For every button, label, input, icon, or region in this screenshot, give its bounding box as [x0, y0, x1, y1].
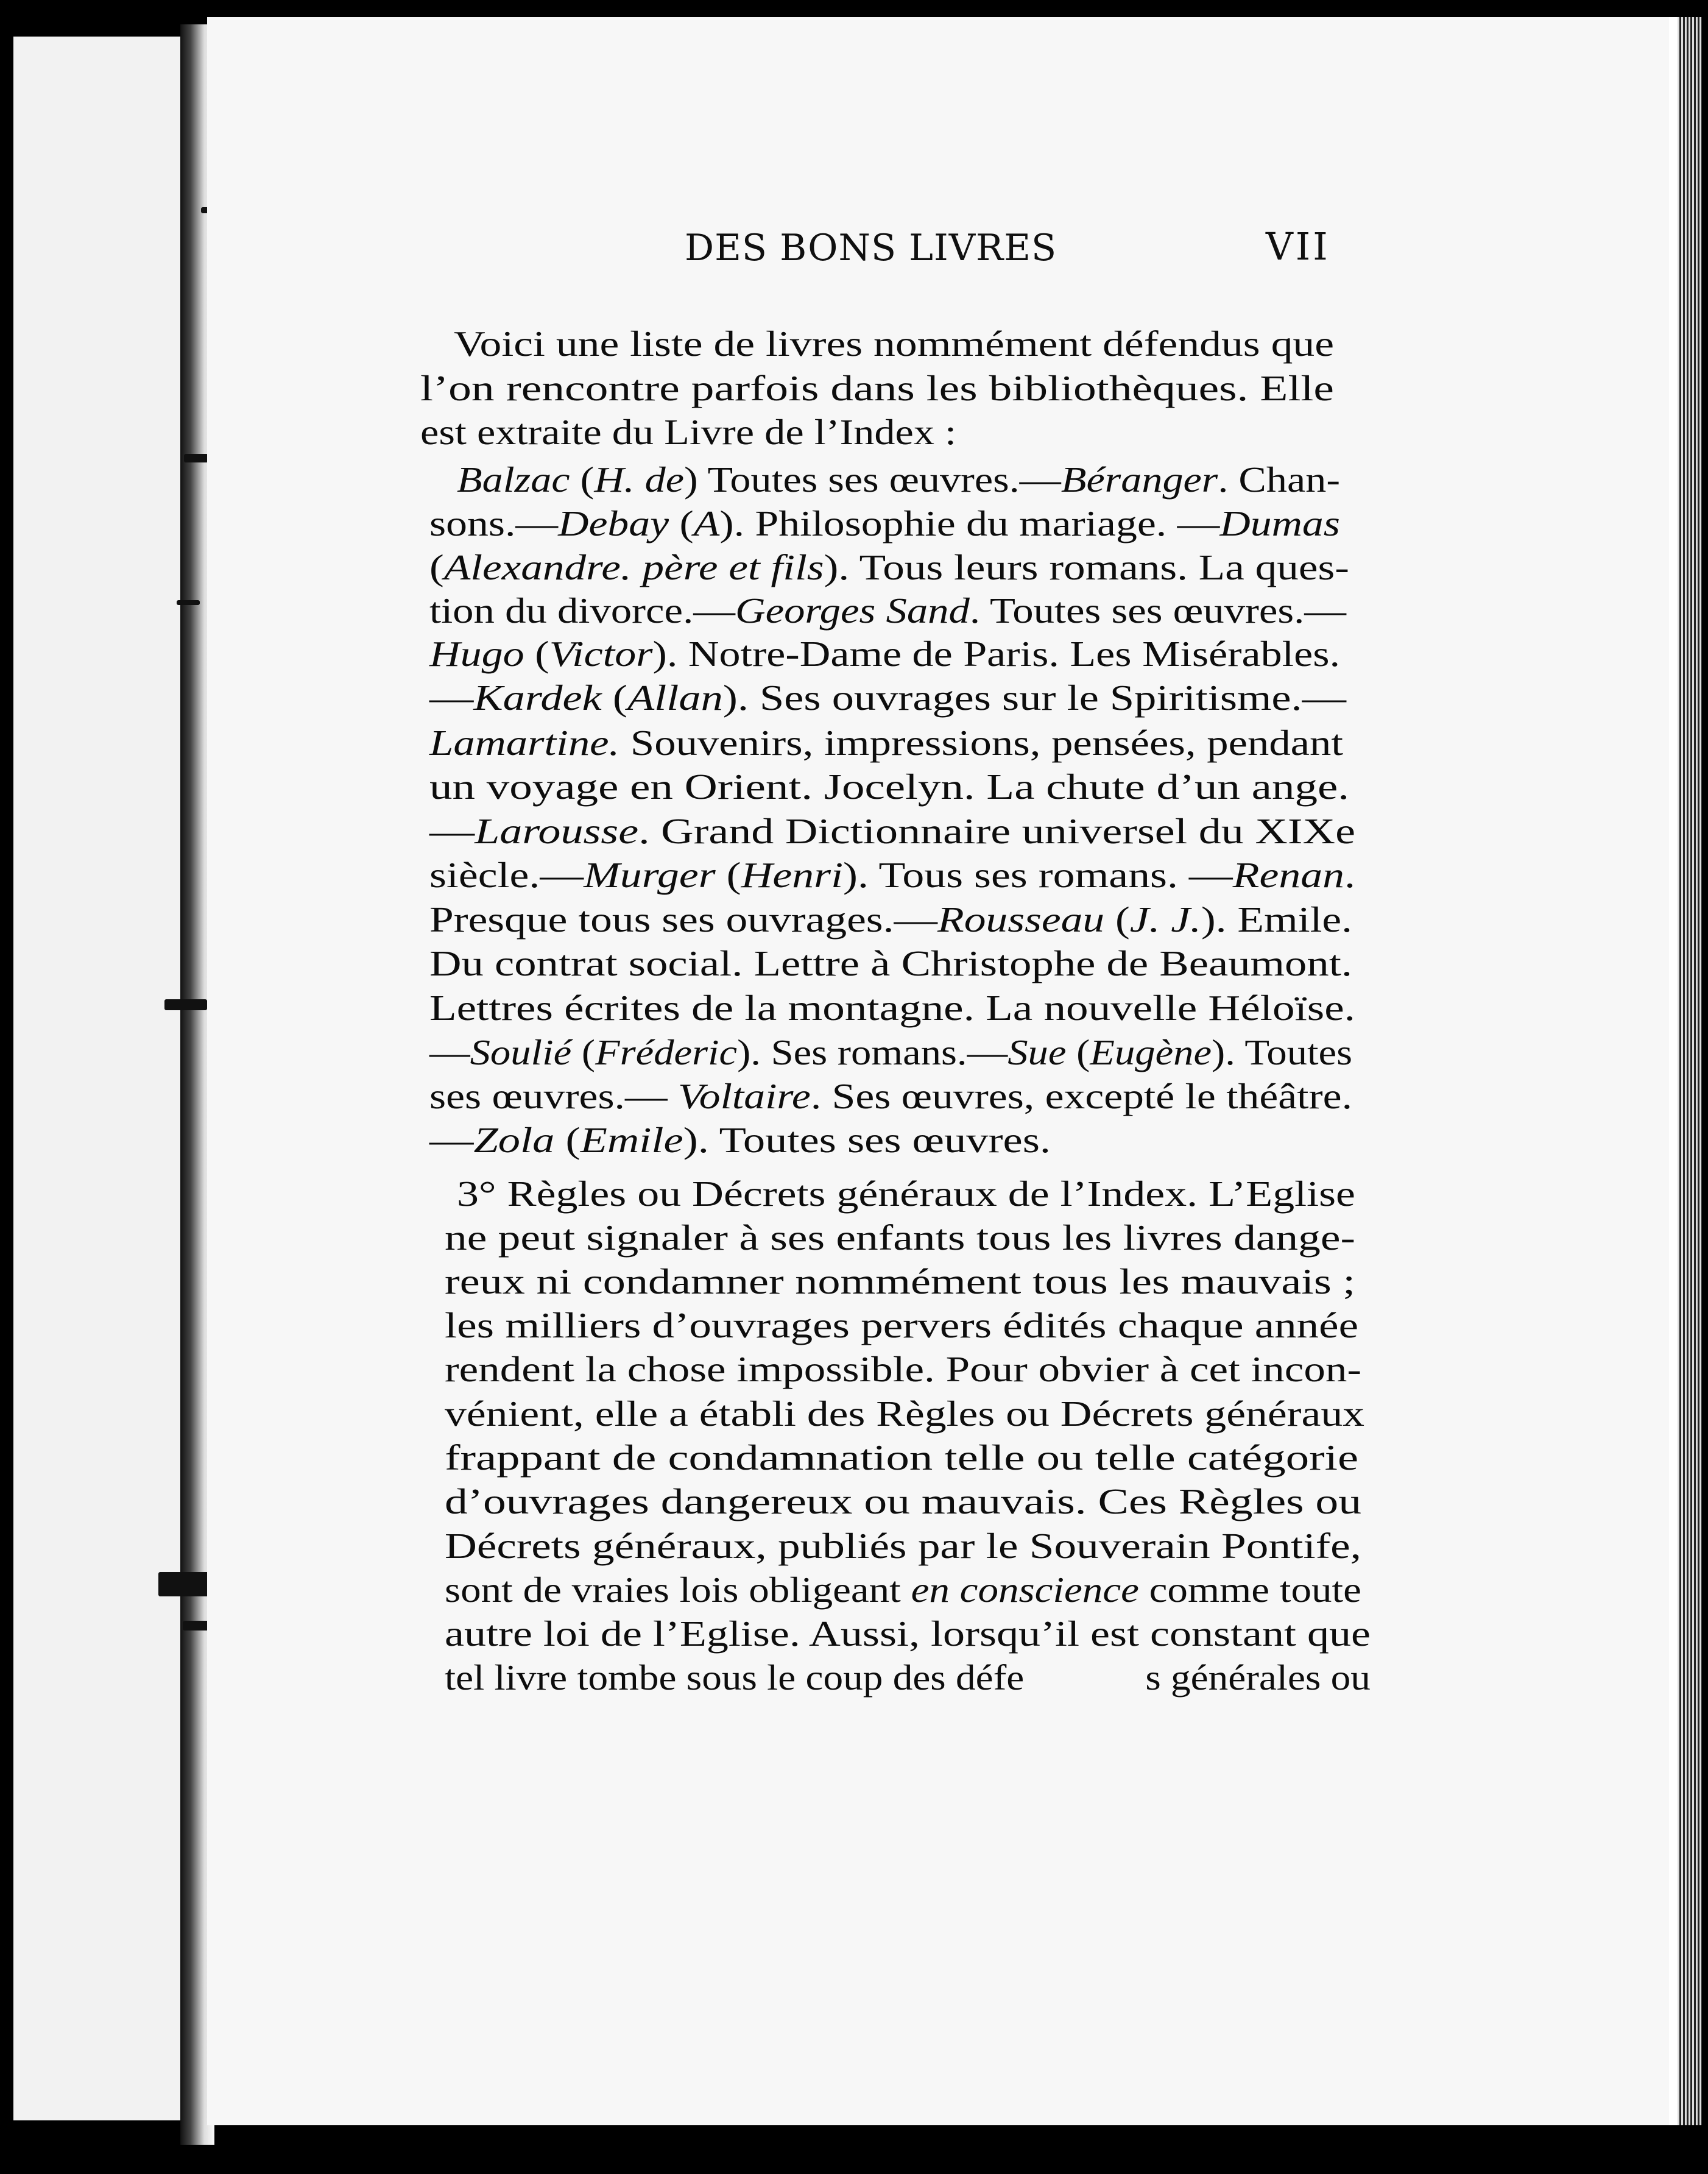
- italic-text: Henri: [741, 855, 844, 895]
- text-run: tion du divorce.—: [429, 590, 735, 631]
- text-run: s générales ou: [1145, 1657, 1371, 1698]
- text-line: [429, 1078, 1352, 1114]
- text-line: [429, 769, 1349, 805]
- text-line: [445, 1393, 1365, 1434]
- text-run: reux ni condamner nommément tous les mauvais ;: [445, 1261, 1356, 1301]
- italic-text: Emile: [580, 1120, 683, 1160]
- italic-text: Soulié: [470, 1032, 572, 1072]
- text-run: Souvenirs, impressions, pensées, pendant: [619, 723, 1344, 763]
- binding-shadow: [0, 37, 13, 2120]
- text-line: [429, 725, 1343, 761]
- text-run: ). Ses ouvrages sur le Spiritisme.—: [722, 678, 1346, 718]
- text-run: ). Toutes ses œuvres.: [683, 1120, 1051, 1160]
- text-run: ). Toutes: [1212, 1032, 1353, 1072]
- italic-text: Sue: [1008, 1032, 1067, 1072]
- ink-speck: [164, 999, 207, 1010]
- text-run: autre loi de l’Eglise. Aussi, lorsqu’il est constant que: [445, 1613, 1371, 1654]
- text-run: ) Toutes ses œuvres.—: [683, 459, 1061, 500]
- italic-text: A: [693, 503, 720, 544]
- text-line: [445, 1572, 1361, 1608]
- text-run: comme toute: [1138, 1570, 1361, 1610]
- text-run: ). Tous ses romans. —: [843, 855, 1233, 895]
- text-line: [445, 1528, 1361, 1564]
- text-line: [429, 1032, 1353, 1072]
- text-line: [429, 590, 1347, 631]
- text-run: vénient, elle a établi des Règles ou Décrets généraux: [445, 1393, 1365, 1434]
- text-run: ses œuvres.—: [429, 1076, 678, 1116]
- text-run: Presque tous ses ouvrages.—: [429, 899, 938, 940]
- text-line: [445, 1613, 1371, 1654]
- text-run: Décrets généraux, publiés par le Souverain Pontife,: [445, 1526, 1361, 1566]
- italic-text: Georges Sand: [735, 590, 970, 631]
- page-stack-edge: [1678, 17, 1702, 2125]
- text-run: ). Notre-Dame de Paris. Les Misérables.: [652, 634, 1341, 674]
- text-line: [454, 326, 1334, 362]
- text-run: l’on rencontre parfois dans les bibliothèques. Elle: [420, 368, 1334, 408]
- text-line: [445, 1261, 1356, 1301]
- text-run: sons.—: [429, 503, 559, 544]
- facing-page-edge: [0, 37, 186, 2120]
- text-run: (: [571, 1032, 596, 1072]
- text-run: (: [1066, 1032, 1090, 1072]
- text-run: frappant de condamnation telle ou telle catégorie: [445, 1437, 1359, 1478]
- text-run: . Toutes ses œuvres.—: [969, 590, 1347, 631]
- ink-speck: [177, 600, 200, 605]
- italic-text: J. J.: [1129, 899, 1201, 940]
- text-run: (: [554, 1120, 581, 1160]
- text-run: ). Philosophie du mariage. —: [719, 503, 1220, 544]
- italic-text: Kardek: [473, 678, 602, 718]
- text-run: —: [429, 811, 475, 851]
- ink-speck: [184, 454, 208, 462]
- italic-text: Béranger: [1060, 459, 1218, 500]
- text-line: [429, 899, 1353, 940]
- text-run: —: [429, 1120, 474, 1160]
- text-run: . Ses œuvres, excepté le théâtre.: [810, 1076, 1352, 1116]
- text-line: [429, 1122, 1051, 1158]
- text-line: [429, 547, 1349, 587]
- text-run: 3° Règles ou Décrets généraux de l’Index. L’Eglise: [457, 1174, 1355, 1214]
- text-run: Lettres écrites de la montagne. La nouvelle Héloïse.: [429, 988, 1355, 1028]
- italic-text: Lamartine.: [429, 723, 620, 763]
- text-run: un voyage en Orient. Jocelyn. La chute d’un ange.: [429, 767, 1350, 807]
- italic-text: Voltaire: [677, 1076, 811, 1116]
- text-line: [457, 1176, 1355, 1212]
- text-run: (: [669, 503, 694, 544]
- italic-text: Debay: [558, 503, 669, 544]
- text-line: [457, 459, 1341, 500]
- text-line: [420, 414, 956, 450]
- text-line: [445, 1217, 1355, 1258]
- italic-text: Fréderic: [595, 1032, 738, 1072]
- text-line: [445, 1657, 1371, 1698]
- italic-text: Alexandre. père et fils: [443, 547, 824, 587]
- text-run: les milliers d’ouvrages pervers édités chaque année: [445, 1305, 1358, 1345]
- text-run: ). Ses romans.—: [737, 1032, 1008, 1072]
- italic-text: Hugo: [429, 634, 524, 674]
- text-line: [445, 1481, 1362, 1521]
- text-run: . Chan-: [1218, 459, 1341, 500]
- text-run: —: [429, 678, 474, 718]
- text-run: (: [429, 547, 444, 587]
- text-line: [429, 943, 1353, 983]
- italic-text: H. de: [594, 459, 684, 500]
- italic-text: Allan: [627, 678, 723, 718]
- text-run: —: [429, 1032, 470, 1072]
- text-line: [429, 680, 1346, 716]
- text-run: (: [570, 459, 595, 500]
- italic-text: Larousse: [475, 811, 639, 851]
- text-run: ne peut signaler à ses enfants tous les livres dange-: [445, 1217, 1355, 1258]
- text-run: d’ouvrages dangereux ou mauvais. Ces Règles ou: [445, 1481, 1362, 1521]
- italic-text: Dumas: [1219, 503, 1340, 544]
- italic-text: Zola: [473, 1120, 555, 1160]
- italic-text: Balzac: [457, 459, 570, 500]
- text-line: [429, 857, 1355, 893]
- italic-text: Murger: [584, 855, 716, 895]
- text-line: [445, 1351, 1361, 1387]
- text-run: siècle.—: [429, 855, 584, 895]
- ink-speck: [158, 1572, 213, 1596]
- text-run: (: [601, 678, 627, 718]
- italic-text: Victor: [549, 634, 653, 674]
- italic-text: Rousseau: [937, 899, 1105, 940]
- text-run: rendent la chose impossible. Pour obvier à cet incon-: [445, 1349, 1362, 1389]
- text-run: (: [524, 634, 549, 674]
- text-run: (: [1104, 899, 1130, 940]
- page-number: VII: [1266, 224, 1330, 269]
- italic-text: en conscience: [911, 1570, 1139, 1610]
- running-head: DES BONS LIVRES: [685, 227, 1057, 269]
- text-run: ). Tous leurs romans. La ques-: [824, 547, 1349, 587]
- text-line: [429, 503, 1340, 544]
- text-line: [445, 1305, 1358, 1345]
- text-run: ). Emile.: [1201, 899, 1353, 940]
- text-line: [420, 370, 1334, 406]
- text-run: tel livre tombe sous le coup des défe: [445, 1657, 1025, 1698]
- text-run: Voici une liste de livres nommément défendus que: [454, 324, 1335, 364]
- text-run: . Grand Dictionnaire universel du XIXe: [638, 811, 1355, 851]
- italic-text: Eugène: [1090, 1032, 1212, 1072]
- text-run: est extraite du Livre de l’Index :: [420, 412, 957, 452]
- italic-text: Renan: [1232, 855, 1345, 895]
- text-line: [429, 636, 1340, 672]
- text-line: [429, 990, 1355, 1026]
- text-line: [445, 1437, 1359, 1478]
- text-run: Du contrat social. Lettre à Christophe de Beaumont.: [429, 943, 1353, 983]
- text-run: .: [1344, 855, 1355, 895]
- text-line: [429, 813, 1355, 849]
- text-run: (: [715, 855, 741, 895]
- text-run: sont de vraies lois obligeant: [445, 1570, 911, 1610]
